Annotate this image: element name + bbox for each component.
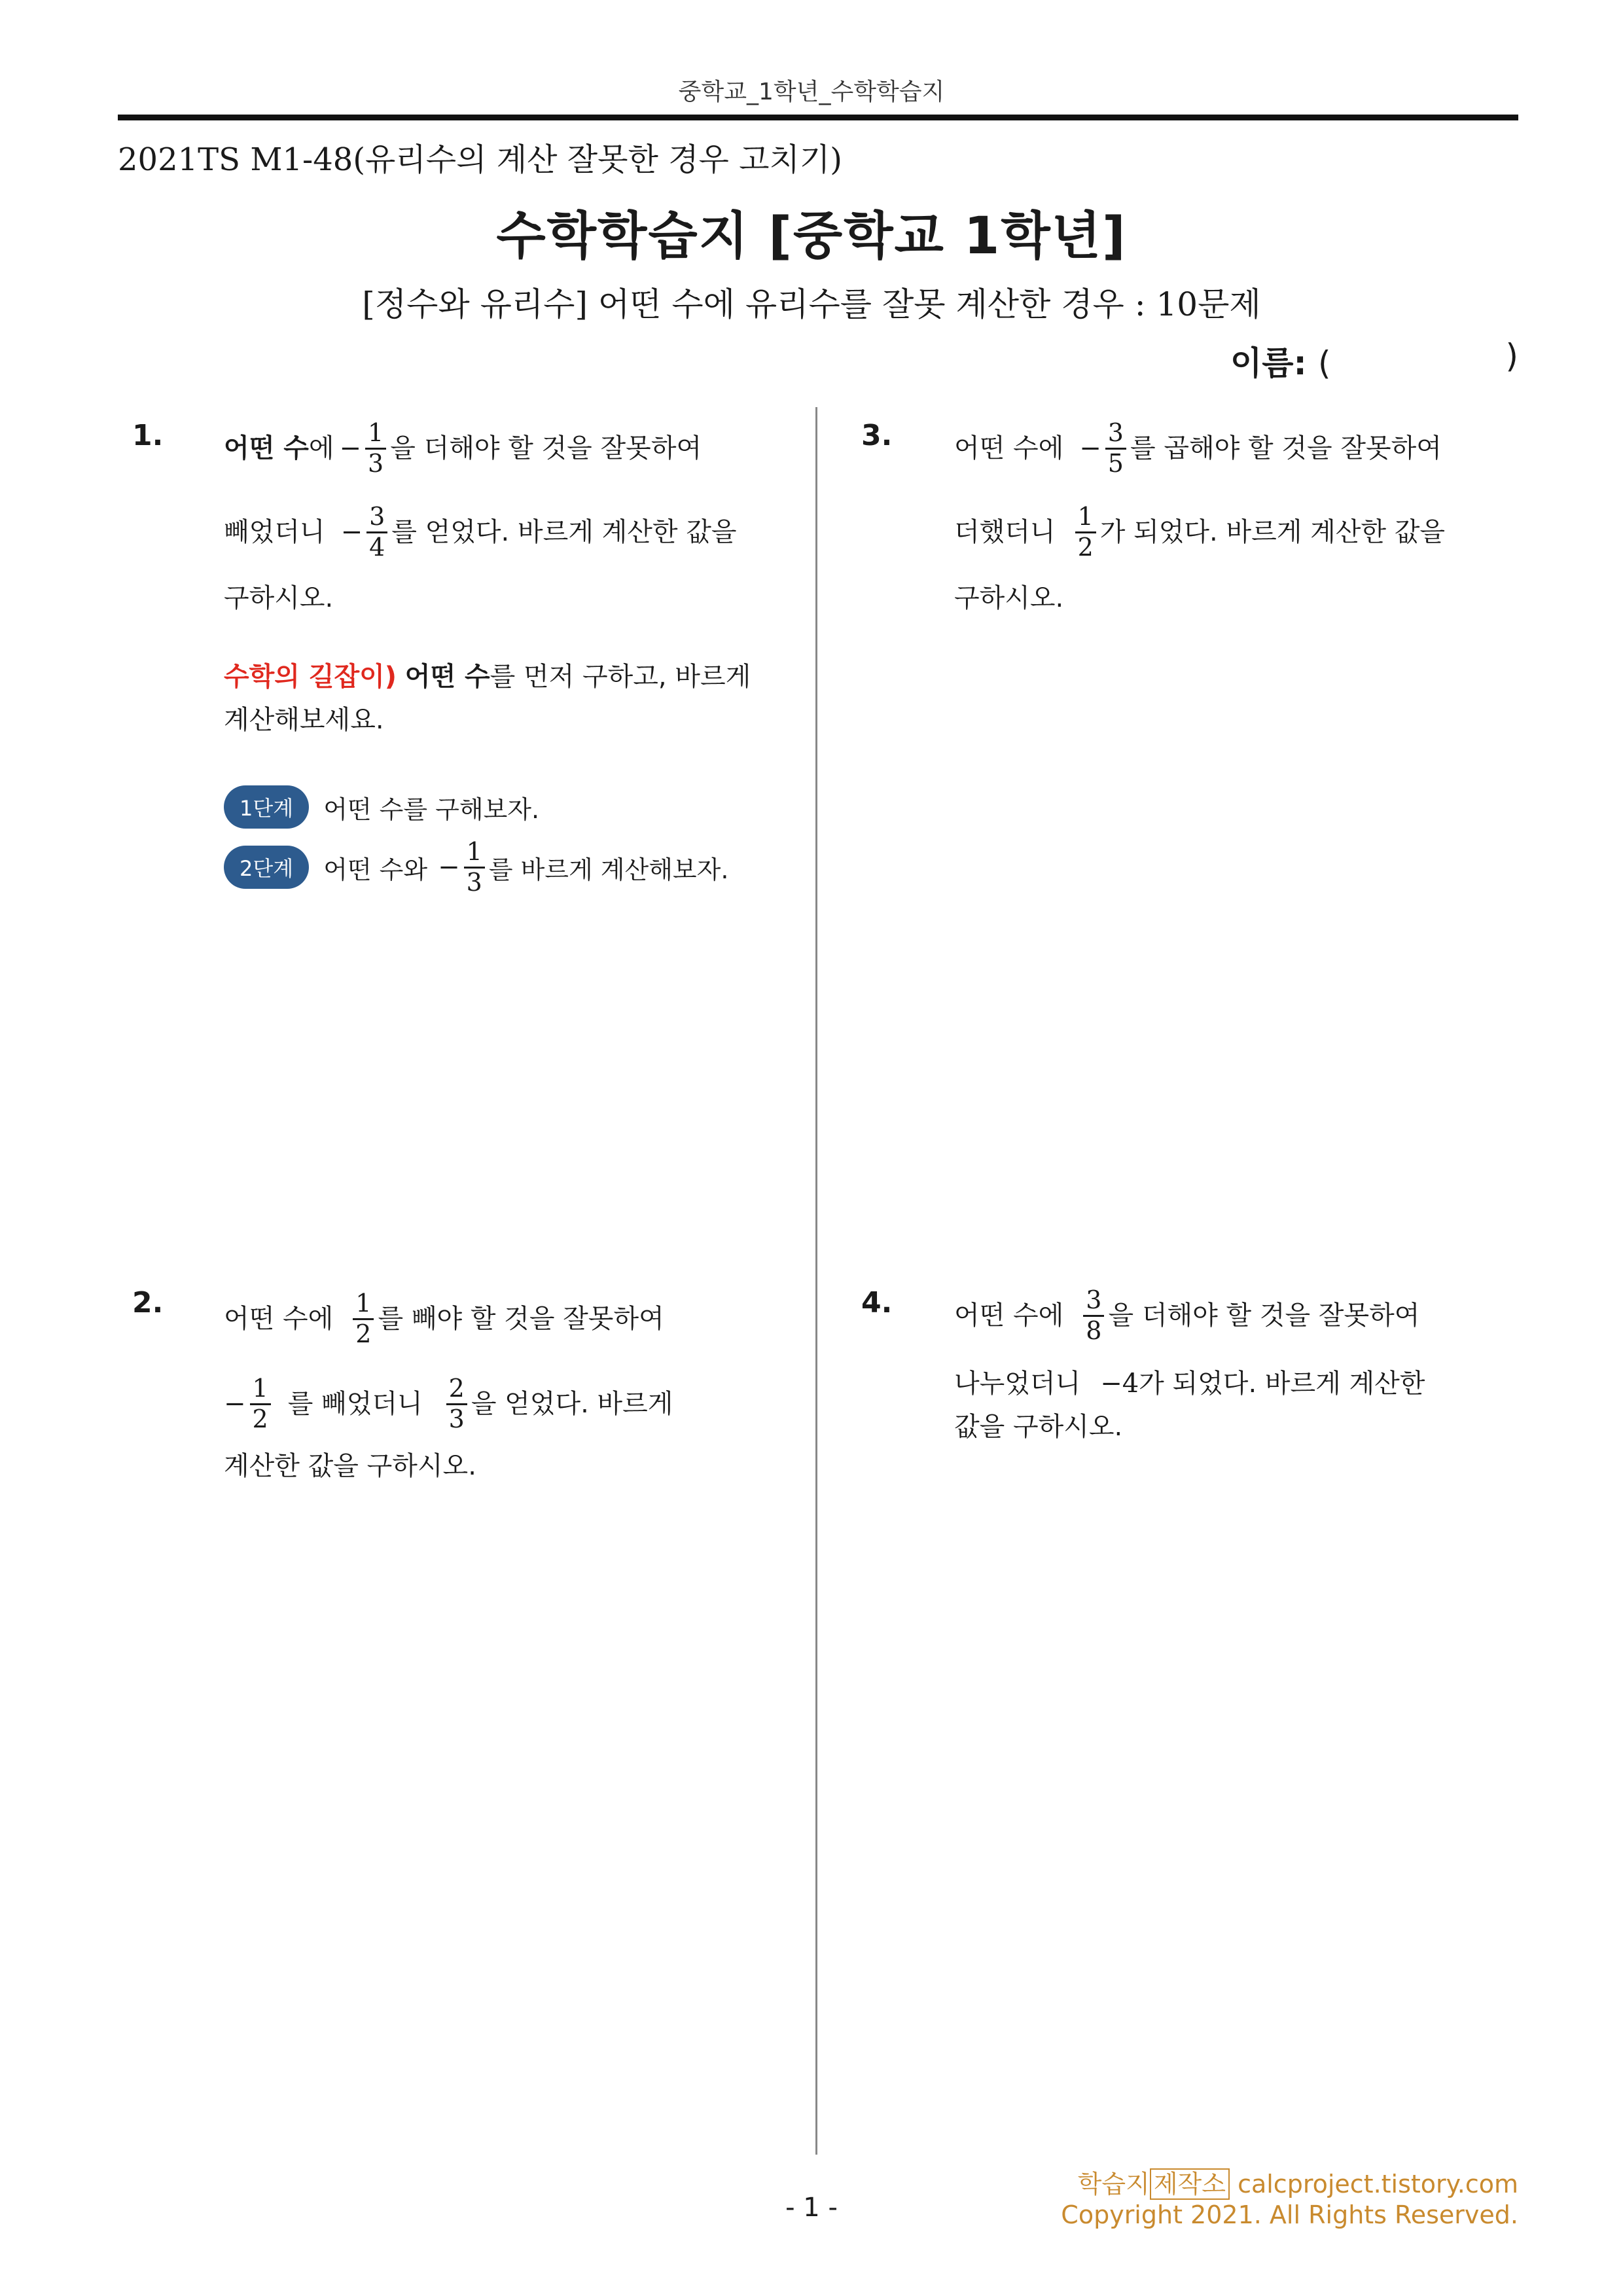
- problem-1-step-1: 1단계 어떤 수를 구해보자.: [224, 785, 539, 829]
- step-2-badge: 2단계: [224, 846, 309, 889]
- problem-2-number: 2.: [132, 1286, 164, 1319]
- problem-3-line-1: 어떤 수에 − $\frac{3}{5}$ 를 곱해야 할 것을 잘못하여: [954, 418, 1442, 478]
- name-close-paren: ): [1505, 337, 1518, 375]
- problem-4-value: −4: [1100, 1369, 1139, 1399]
- problem-1-unknown: 어떤 수: [224, 433, 309, 464]
- footer-copyright: Copyright 2021. All Rights Reserved.: [1061, 2200, 1518, 2229]
- problem-3-fraction-a: $\frac{3}{5}$: [1105, 419, 1126, 478]
- problem-4-line-1: 어떤 수에 $\frac{3}{8}$ 을 더해야 할 것을 잘못하여: [954, 1285, 1420, 1345]
- problem-1-hint: 수학의 길잡이) 어떤 수를 먼저 구하고, 바르게: [224, 662, 751, 692]
- problem-2-fraction-c: $\frac{2}{3}$: [446, 1374, 467, 1433]
- problem-2-line-3: 계산한 값을 구하시오.: [224, 1451, 476, 1481]
- step-1-badge: 1단계: [224, 785, 309, 829]
- brand-boxed-text: 제작소: [1150, 2168, 1230, 2200]
- problem-1-line-2: 빼었더니 − $\frac{3}{4}$ 를 얻었다. 바르게 계산한 값을: [224, 502, 737, 562]
- problem-4-fraction-a: $\frac{3}{8}$: [1083, 1286, 1104, 1345]
- problem-1-fraction-a: $\frac{1}{3}$: [365, 419, 386, 478]
- problem-1-hint-line-2: 계산해보세요.: [224, 705, 384, 735]
- problem-1-step-2: 2단계 어떤 수와 − $\frac{1}{3}$ 를 바르게 계산해보자.: [224, 838, 728, 897]
- problem-2-line-2: − $\frac{1}{2}$ 를 빼었더니 $\frac{2}{3}$ 을 얻었다. 바르게: [224, 1374, 673, 1433]
- problem-2-line-1: 어떤 수에 $\frac{1}{2}$ 를 빼야 할 것을 잘못하여: [224, 1289, 664, 1348]
- document-code: 2021TS M1-48(유리수의 계산 잘못한 경우 고치기): [118, 141, 842, 178]
- name-label: 이름:: [1230, 344, 1307, 382]
- header-rule: [118, 115, 1518, 120]
- problem-4-line-3: 값을 구하시오.: [954, 1412, 1123, 1442]
- problem-4-number: 4.: [861, 1286, 893, 1319]
- footer-link[interactable]: calcproject.tistory.com: [1238, 2170, 1518, 2198]
- page-number: - 1 -: [785, 2193, 838, 2223]
- problem-4-line-2: 나누었더니 −4 가 되었다. 바르게 계산한: [954, 1369, 1425, 1399]
- problem-3-fraction-b: $\frac{1}{2}$: [1075, 503, 1096, 562]
- column-divider: [815, 407, 817, 2155]
- running-header: 중학교_1학년_수학학습지: [678, 79, 945, 105]
- problem-3-line-3: 구하시오.: [954, 583, 1064, 613]
- page-title: 수학학습지 [중학교 1학년]: [496, 207, 1127, 266]
- hint-label: 수학의 길잡이): [224, 662, 397, 692]
- problem-2-fraction-b: $\frac{1}{2}$: [250, 1374, 271, 1433]
- name-open-paren: (: [1318, 344, 1331, 382]
- problem-3-number: 3.: [861, 419, 893, 452]
- step-2-fraction: $\frac{1}{3}$: [464, 838, 485, 897]
- problem-1-number: 1.: [132, 419, 164, 452]
- problem-1-fraction-b: $\frac{3}{4}$: [366, 503, 387, 562]
- problem-1-line-3: 구하시오.: [224, 583, 334, 613]
- problem-2-fraction-a: $\frac{1}{2}$: [353, 1289, 374, 1348]
- name-field[interactable]: [1230, 337, 1518, 384]
- problem-1-line-1: 어떤 수 에 − $\frac{1}{3}$ 을 더해야 할 것을 잘못하여: [224, 418, 702, 478]
- footer-brand: 학습지 제작소 calcproject.tistory.com: [1077, 2170, 1518, 2198]
- page-subtitle: [정수와 유리수] 어떤 수에 유리수를 잘못 계산한 경우 : 10문제: [362, 285, 1261, 323]
- problem-3-line-2: 더했더니 $\frac{1}{2}$ 가 되었다. 바르게 계산한 값을: [954, 502, 1446, 562]
